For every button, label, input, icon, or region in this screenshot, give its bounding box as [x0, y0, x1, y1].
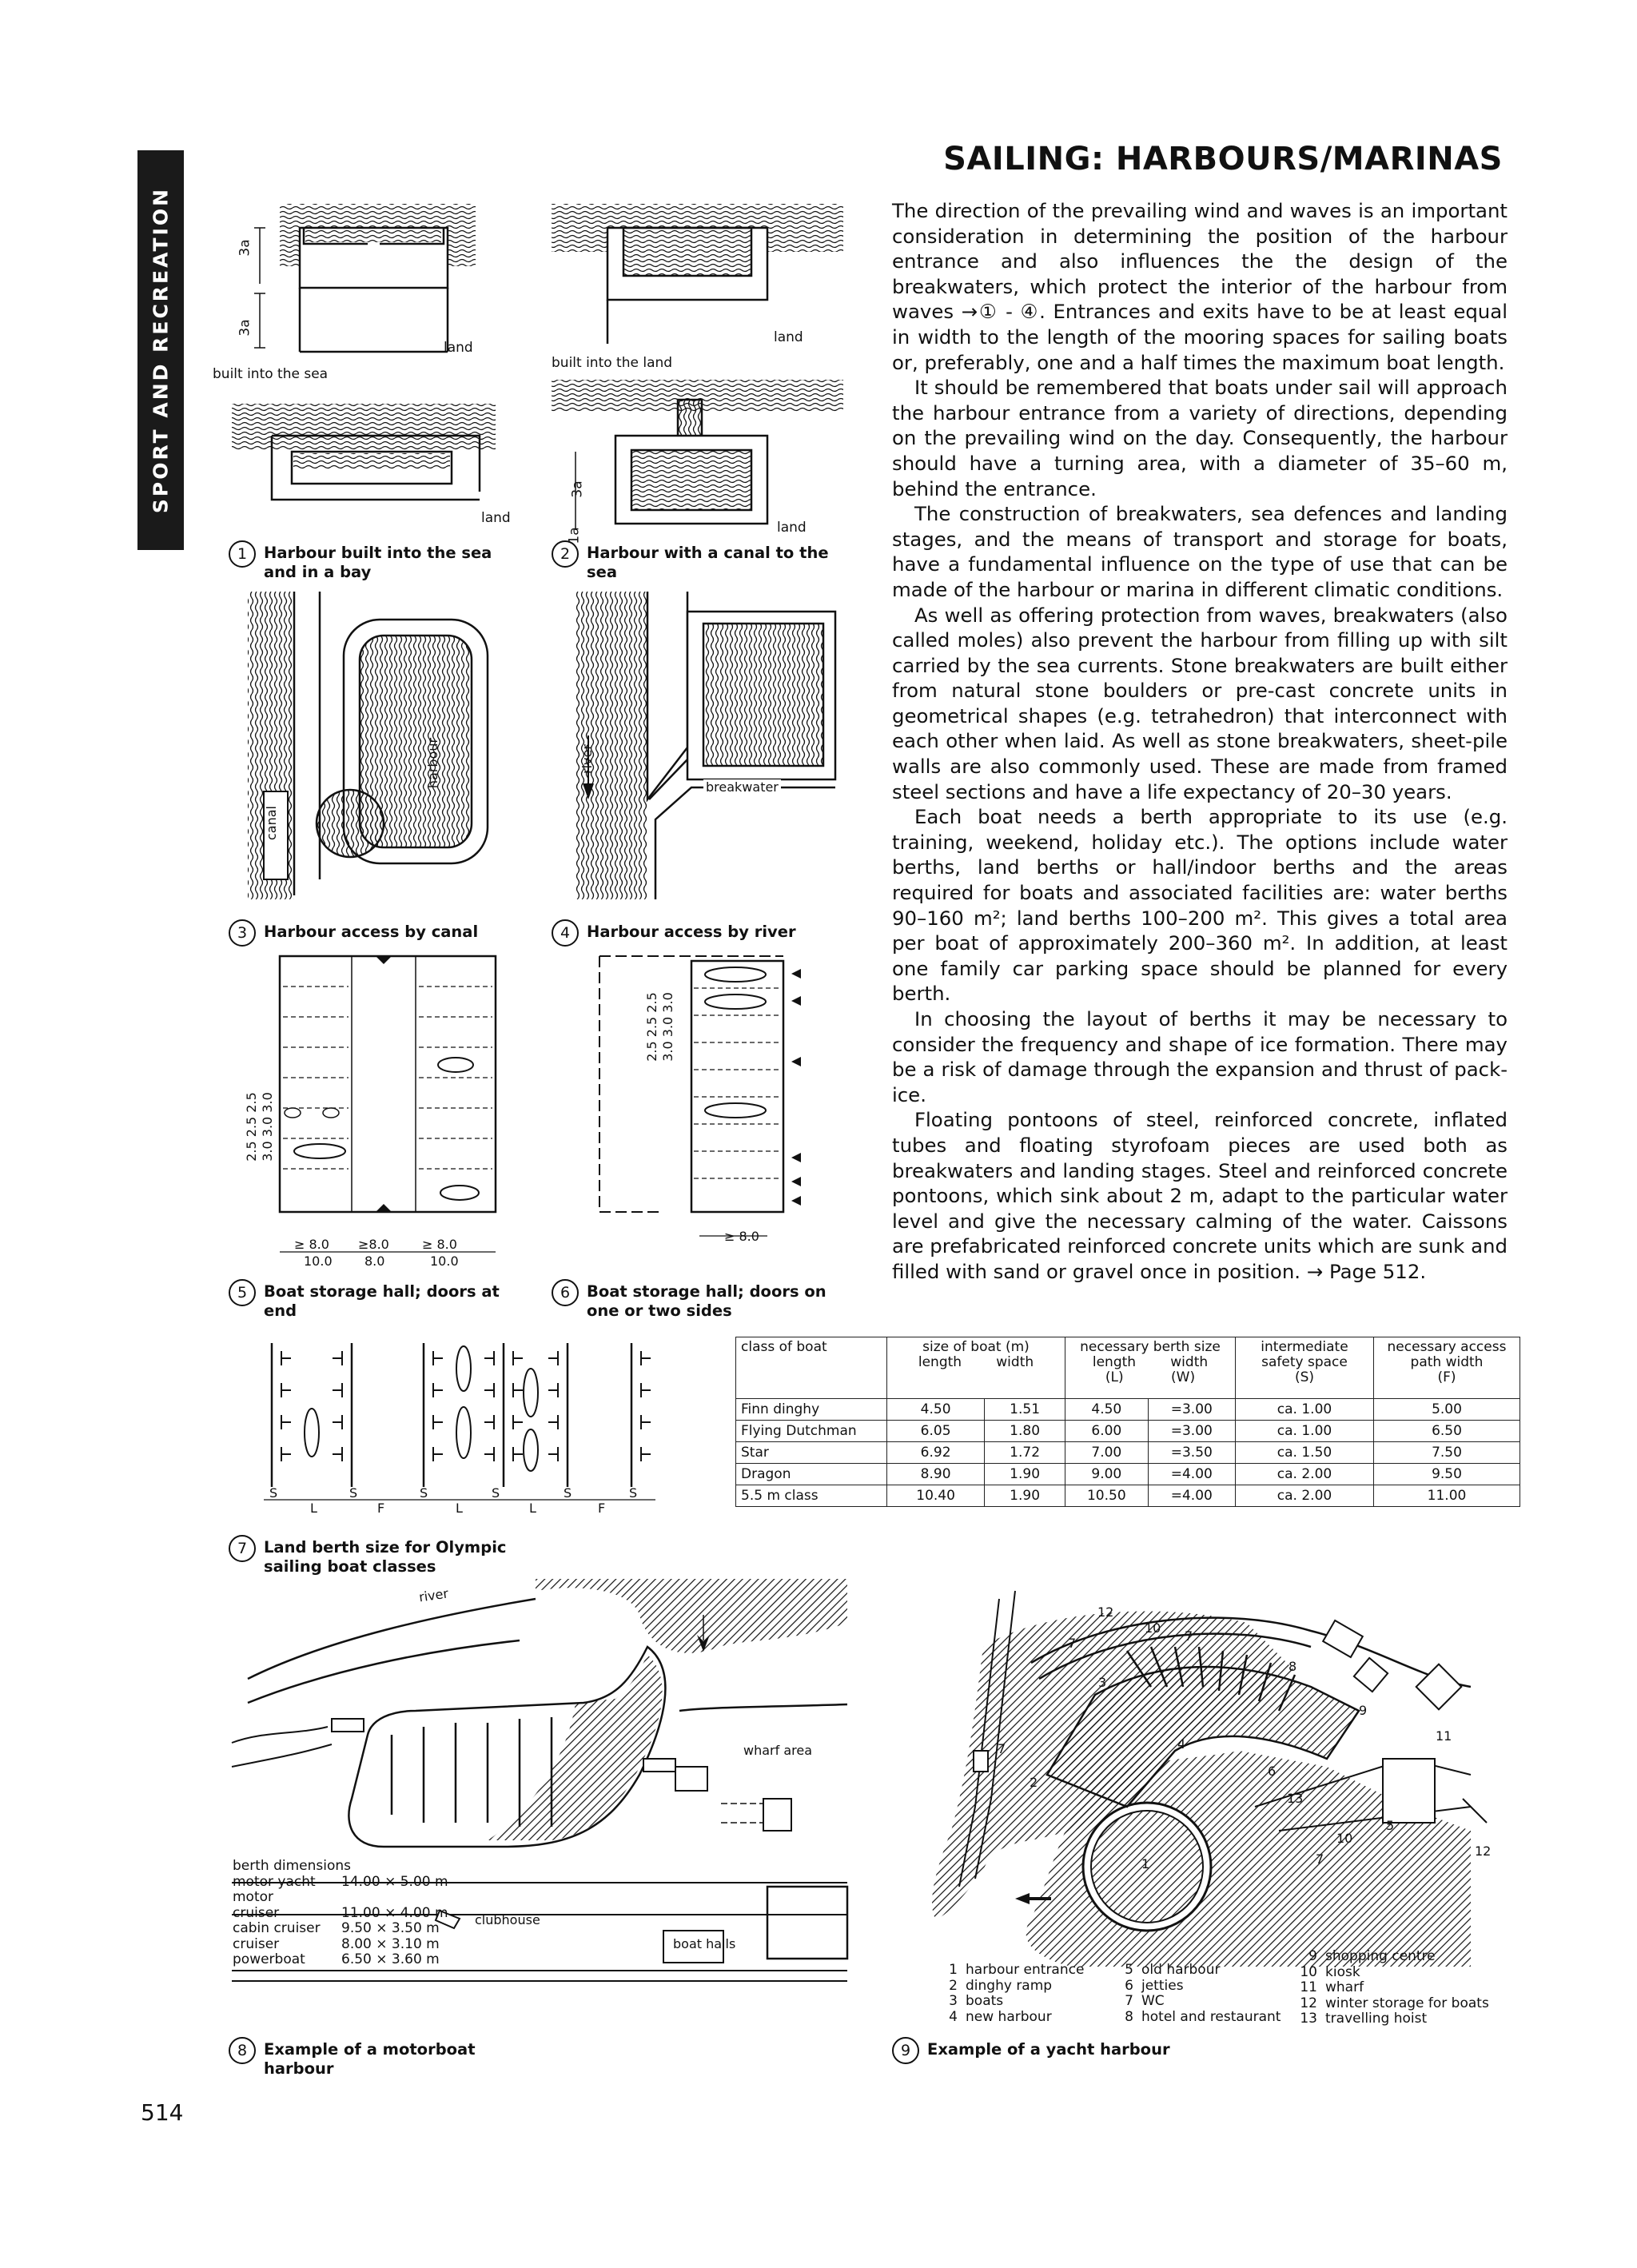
legend-item — [1295, 1996, 1489, 2012]
legend-text: kiosk — [1325, 1963, 1360, 1980]
map-number: 4 — [1177, 1736, 1186, 1752]
figure-number: 6 — [552, 1279, 579, 1306]
dim-letter: L — [310, 1501, 317, 1516]
legend-number: 8 — [1125, 2008, 1133, 2025]
legend-item — [1295, 2011, 1489, 2027]
legend-item — [1111, 1963, 1281, 1979]
legend-column — [935, 1963, 1084, 2025]
map-number: 3 — [1098, 1675, 1107, 1690]
paragraph: As well as offering protection from waves, breakwaters (also called moles) also prevent the harbour from filling up with silt carried by the sea currents. Stone breakwaters are built either from natural stone boulders or pre-cast concrete units in geometrical shapes (e.g. tetrahedron) that interconnect with each other when laid. As well as stone breakwaters, sheet-pile walls are also commonly used. These are made from framed steel sections and have a life expectancy of 20–30 years. — [892, 603, 1508, 803]
section-tab-label: SPORT AND RECREATION — [149, 186, 173, 514]
figure-3-drawing — [240, 592, 512, 911]
figure-5-drawing — [272, 956, 512, 1220]
legend-number: 13 — [1300, 2011, 1317, 2027]
section-tab — [137, 150, 184, 550]
table-cell: =3.50 — [1148, 1442, 1235, 1464]
bay-dims-a: 2.5 2.5 2.5 — [243, 1092, 259, 1162]
legend-column — [1111, 1963, 1281, 2025]
figure-6-caption — [552, 1279, 855, 1324]
column-header: necessary berth size length width (L) (W) — [1065, 1337, 1236, 1399]
berth-dimensions-title: berth dimensions — [233, 1858, 352, 1874]
legend-item — [935, 1994, 1084, 2010]
s-label: S — [269, 1485, 278, 1501]
legend-number: 11 — [1300, 1979, 1317, 1995]
map-number: 7 — [1316, 1851, 1324, 1867]
dim-label: ≥8.0 — [358, 1237, 389, 1252]
table-cell: 1.90 — [985, 1485, 1065, 1507]
berth-size: 11.00 × 4.00 m — [341, 1904, 448, 1921]
table-row — [736, 1442, 1520, 1464]
legend-number: 4 — [949, 2008, 958, 2025]
land-label: land — [444, 340, 473, 356]
figure-number: 2 — [552, 540, 579, 568]
table-cell: 9.50 — [1374, 1464, 1520, 1485]
column-header: size of boat (m) length width — [887, 1337, 1065, 1399]
figure-1-drawing — [216, 196, 504, 532]
dim-label: ≥ 8.0 — [724, 1229, 759, 1244]
table-cell: 6.00 — [1065, 1421, 1149, 1442]
table-cell: 1.72 — [985, 1442, 1065, 1464]
map-number: 12 — [1097, 1604, 1114, 1620]
legend-number: 5 — [1125, 1962, 1133, 1978]
figure-4-caption — [552, 919, 855, 951]
column-header: intermediate safety space (S) — [1236, 1337, 1374, 1399]
dim-label: 10.0 — [430, 1254, 459, 1269]
land-label: land — [774, 329, 803, 345]
figure-number: 7 — [229, 1535, 256, 1562]
table-row — [736, 1399, 1520, 1421]
figure-5-caption — [229, 1279, 532, 1324]
legend-item — [935, 1979, 1084, 1995]
legend-number: 1 — [949, 1962, 958, 1978]
caption-text: Harbour with a canal to the sea — [587, 544, 829, 581]
berth-row — [233, 1952, 448, 1968]
legend-text: boats — [966, 1993, 1004, 2009]
table-cell: 9.00 — [1065, 1464, 1149, 1485]
legend-text: harbour entrance — [966, 1962, 1085, 1978]
table-cell: ca. 1.50 — [1236, 1442, 1374, 1464]
table-cell: ca. 2.00 — [1236, 1464, 1374, 1485]
page-number: 514 — [141, 2099, 184, 2126]
berth-row — [233, 1937, 448, 1953]
river-label: river — [417, 1585, 450, 1605]
table-cell: ca. 2.00 — [1236, 1485, 1374, 1507]
legend-item — [1111, 1979, 1281, 1995]
caption-text: Land berth size for Olympic sailing boat classes — [264, 1538, 507, 1576]
table-cell: ca. 1.00 — [1236, 1399, 1374, 1421]
legend-number: 9 — [1308, 1948, 1317, 1964]
paragraph: Floating pontoons of steel, reinforced concrete, inflated tubes and floating styrofoam pieces are used both as breakwaters and landing stages. Steel and reinforced concrete pontoons, which sink about 2 m, adapt to the particular water level and give the necessary calming of the water. Caissons are prefabricated reinforced concrete units which are sunk and filled with sand or gravel once in position. → Page 512. — [892, 1108, 1508, 1283]
legend-number: 10 — [1300, 1963, 1317, 1980]
table-cell: ca. 1.00 — [1236, 1421, 1374, 1442]
legend-text: wharf — [1325, 1979, 1364, 1995]
legend-text: WC — [1141, 1993, 1165, 2009]
map-number: 6 — [1268, 1764, 1277, 1779]
berths-list — [233, 1875, 448, 1968]
figure-number: 4 — [552, 919, 579, 947]
dim-label: 3a — [569, 480, 586, 498]
map-number: 10 — [1145, 1620, 1161, 1636]
map-number: 7 — [998, 1741, 1006, 1756]
legend-text: jetties — [1141, 1977, 1184, 1994]
legend-text: old harbour — [1141, 1962, 1221, 1978]
bay-dims-a: 2.5 2.5 2.5 — [643, 992, 659, 1062]
legend-text: winter storage for boats — [1325, 1995, 1489, 2011]
figure-4-drawing — [576, 592, 847, 911]
berth-size: 8.00 × 3.10 m — [341, 1935, 440, 1952]
berth-size: 14.00 × 5.00 m — [341, 1873, 448, 1890]
berth-row — [233, 1875, 448, 1891]
table-cell: Flying Dutchman — [736, 1421, 887, 1442]
paragraph: The construction of breakwaters, sea defences and landing stages, and the means of transport and storage for boats, have a fundamental influence on the type of use that can be made of the harbour or marina in different climatic conditions. — [892, 502, 1508, 601]
built-into-land-label: built into the land — [552, 355, 673, 371]
caption-text: Boat storage hall; doors at end — [264, 1282, 500, 1320]
legend-item — [935, 2010, 1084, 2026]
berth-row — [233, 1921, 448, 1937]
table-cell: 7.00 — [1065, 1442, 1149, 1464]
berth-type: cabin cruiser — [233, 1920, 321, 1936]
clubhouse-label: clubhouse — [475, 1912, 540, 1927]
dim-letter: F — [598, 1501, 606, 1516]
map-number: 8 — [1288, 1659, 1297, 1674]
table-cell: 4.50 — [1065, 1399, 1149, 1421]
berth-type: powerboat — [233, 1951, 305, 1967]
land-label: land — [777, 520, 807, 536]
legend-number: 7 — [1125, 1993, 1133, 2009]
table-cell: 7.50 — [1374, 1442, 1520, 1464]
figure-3-caption — [229, 919, 532, 951]
table-cell: =4.00 — [1148, 1485, 1235, 1507]
paragraph: In choosing the layout of berths it may be necessary to consider the frequency and shape of ice formation. There may be a risk of damage through the expansion and thrust of pack-ice. — [892, 1007, 1508, 1106]
table-cell: =4.00 — [1148, 1464, 1235, 1485]
map-number: 11 — [1436, 1728, 1452, 1744]
map-number: 13 — [1287, 1791, 1304, 1806]
caption-text: Harbour access by river — [587, 923, 796, 941]
figure-number: 1 — [229, 540, 256, 568]
paragraph: The direction of the prevailing wind and waves is an important consideration in determining the position of the harbour entrance and also influences the the design of the breakwaters, which protect the interior of the harbour from waves →① - ④. Entrances and exits have to be at least equal in width to the length of the mooring spaces for sailing boats or, preferably, one and a half times the maximum boat length. — [892, 199, 1508, 374]
legend-number: 12 — [1300, 1995, 1317, 2011]
river-label: river — [579, 744, 595, 774]
legend-item — [1111, 2010, 1281, 2026]
berth-type: cruiser — [233, 1935, 280, 1952]
legend-text: shopping centre — [1325, 1948, 1436, 1964]
column-header: class of boat — [736, 1337, 887, 1399]
paragraph: Each boat needs a berth appropriate to its use (e.g. training, weekend, holiday etc.). The options include water berths, land berths or hall/indoor berths and the areas required for boats and associated facilities are: water berths 90–160 m²; land berths 100–200 m². This gives a total area per boat of approximately 200–360 m². In addition, at least one family car parking space should be planned for every berth. — [892, 805, 1508, 1006]
map-number: 2 — [1030, 1775, 1038, 1790]
figure-number: 5 — [229, 1279, 256, 1306]
figure-number: 3 — [229, 919, 256, 947]
figure-9-drawing — [911, 1567, 1511, 1967]
map-number: 1 — [1141, 1856, 1150, 1871]
legend-item — [1295, 1980, 1489, 1996]
legend-text: dinghy ramp — [966, 1977, 1053, 1994]
table-row — [736, 1421, 1520, 1442]
dim-label: 3a — [237, 239, 253, 257]
table-row — [736, 1485, 1520, 1507]
bay-dims-b: 3.0 3.0 3.0 — [659, 992, 675, 1062]
legend-column — [1295, 1949, 1489, 2027]
figure-number: 8 — [229, 2037, 256, 2064]
table-cell: 1.80 — [985, 1421, 1065, 1442]
table-cell: 1.90 — [985, 1464, 1065, 1485]
map-number: 7 — [1068, 1636, 1077, 1651]
page-title: SAILING: HARBOURS/MARINAS — [943, 141, 1503, 177]
berth-row — [233, 1906, 448, 1922]
caption-text: Harbour access by canal — [264, 923, 479, 941]
berth-dimensions — [233, 1859, 448, 1968]
dim-label: 3a — [237, 319, 253, 337]
table-cell: 6.92 — [887, 1442, 985, 1464]
dim-label: ≥ 8.0 — [294, 1237, 329, 1252]
dim-label: 8.0 — [364, 1254, 385, 1269]
column-header: necessary access path width (F) — [1374, 1337, 1520, 1399]
table-cell: 10.40 — [887, 1485, 985, 1507]
table-cell: =3.00 — [1148, 1421, 1235, 1442]
berth-row — [233, 1890, 448, 1906]
caption-text: Example of a motorboat harbour — [264, 2040, 476, 2078]
legend-number: 6 — [1125, 1977, 1133, 1994]
legend-number: 2 — [949, 1977, 958, 1994]
table-cell: 6.50 — [1374, 1421, 1520, 1442]
table-cell: 1.51 — [985, 1399, 1065, 1421]
map-number: 5 — [1386, 1818, 1395, 1833]
figure-8-caption — [229, 2037, 564, 2078]
caption-text: Harbour built into the sea and in a bay — [264, 544, 492, 581]
legend-text: new harbour — [966, 2008, 1052, 2025]
figure-2-caption — [552, 540, 855, 588]
legend-item — [1111, 1994, 1281, 2010]
dim-letter: F — [377, 1501, 385, 1516]
berth-size: 9.50 × 3.50 m — [341, 1920, 440, 1936]
table-cell: =3.00 — [1148, 1399, 1235, 1421]
s-label: S — [629, 1485, 638, 1501]
bay-dims-b: 3.0 3.0 3.0 — [259, 1092, 275, 1162]
legend-text: hotel and restaurant — [1141, 2008, 1281, 2025]
boat-halls-label: boat halls — [673, 1936, 736, 1951]
land-label: land — [481, 510, 511, 526]
table-row — [736, 1464, 1520, 1485]
figure-number: 9 — [892, 2037, 919, 2064]
table-header-row — [736, 1337, 1520, 1399]
legend-item — [1295, 1965, 1489, 1981]
berth-size: 6.50 × 3.60 m — [341, 1951, 440, 1967]
figure-7-drawing — [264, 1343, 663, 1503]
s-label: S — [564, 1485, 572, 1501]
map-number: 9 — [1359, 1703, 1368, 1718]
caption-text: Example of a yacht harbour — [927, 2040, 1170, 2059]
dim-label: 1a — [566, 527, 583, 544]
table-cell: 5.5 m class — [736, 1485, 887, 1507]
legend-item — [935, 1963, 1084, 1979]
table-cell: 10.50 — [1065, 1485, 1149, 1507]
berth-type: motor — [233, 1889, 274, 1905]
table-cell: 11.00 — [1374, 1485, 1520, 1507]
table-cell: Finn dinghy — [736, 1399, 887, 1421]
berth-type: cruiser — [233, 1904, 280, 1921]
figure-1-caption — [229, 540, 532, 588]
breakwater-label: breakwater — [703, 779, 781, 795]
s-label: S — [420, 1485, 428, 1501]
paragraph: It should be remembered that boats under sail will approach the harbour entrance from a variety of directions, depending on the prevailing wind on the day. Consequently, the harbour should have a turning area, with a diameter of 35–60 m, behind the entrance. — [892, 376, 1508, 500]
dim-letter: L — [529, 1501, 536, 1516]
canal-label: canal — [264, 806, 279, 840]
s-label: S — [492, 1485, 500, 1501]
dim-label: 10.0 — [304, 1254, 333, 1269]
sea-label: built into the sea — [213, 366, 329, 382]
caption-text: Boat storage hall; doors on one or two sides — [587, 1282, 826, 1320]
dim-label: ≥ 8.0 — [422, 1237, 457, 1252]
map-number: 10 — [1336, 1831, 1353, 1846]
legend-number: 3 — [949, 1993, 958, 2009]
table-cell: Star — [736, 1442, 887, 1464]
legend-text: travelling hoist — [1325, 2011, 1428, 2027]
boat-class-table — [735, 1337, 1520, 1507]
map-number: 12 — [1475, 1843, 1492, 1859]
figure-9-caption — [892, 2037, 1228, 2066]
table-cell: 4.50 — [887, 1399, 985, 1421]
s-label: S — [349, 1485, 358, 1501]
berth-type: motor yacht — [233, 1873, 316, 1890]
legend-item — [1295, 1949, 1489, 1965]
table-body — [736, 1399, 1520, 1507]
dim-letter: L — [456, 1501, 463, 1516]
body-text — [892, 198, 1508, 1285]
wharf-label: wharf area — [743, 1743, 813, 1758]
harbour-label: harbour — [425, 737, 441, 789]
table-cell: 5.00 — [1374, 1399, 1520, 1421]
figure-6-drawing — [591, 956, 799, 1228]
table-cell: 8.90 — [887, 1464, 985, 1485]
table-cell: Dragon — [736, 1464, 887, 1485]
map-number: 7 — [1185, 1628, 1193, 1644]
table-cell: 6.05 — [887, 1421, 985, 1442]
